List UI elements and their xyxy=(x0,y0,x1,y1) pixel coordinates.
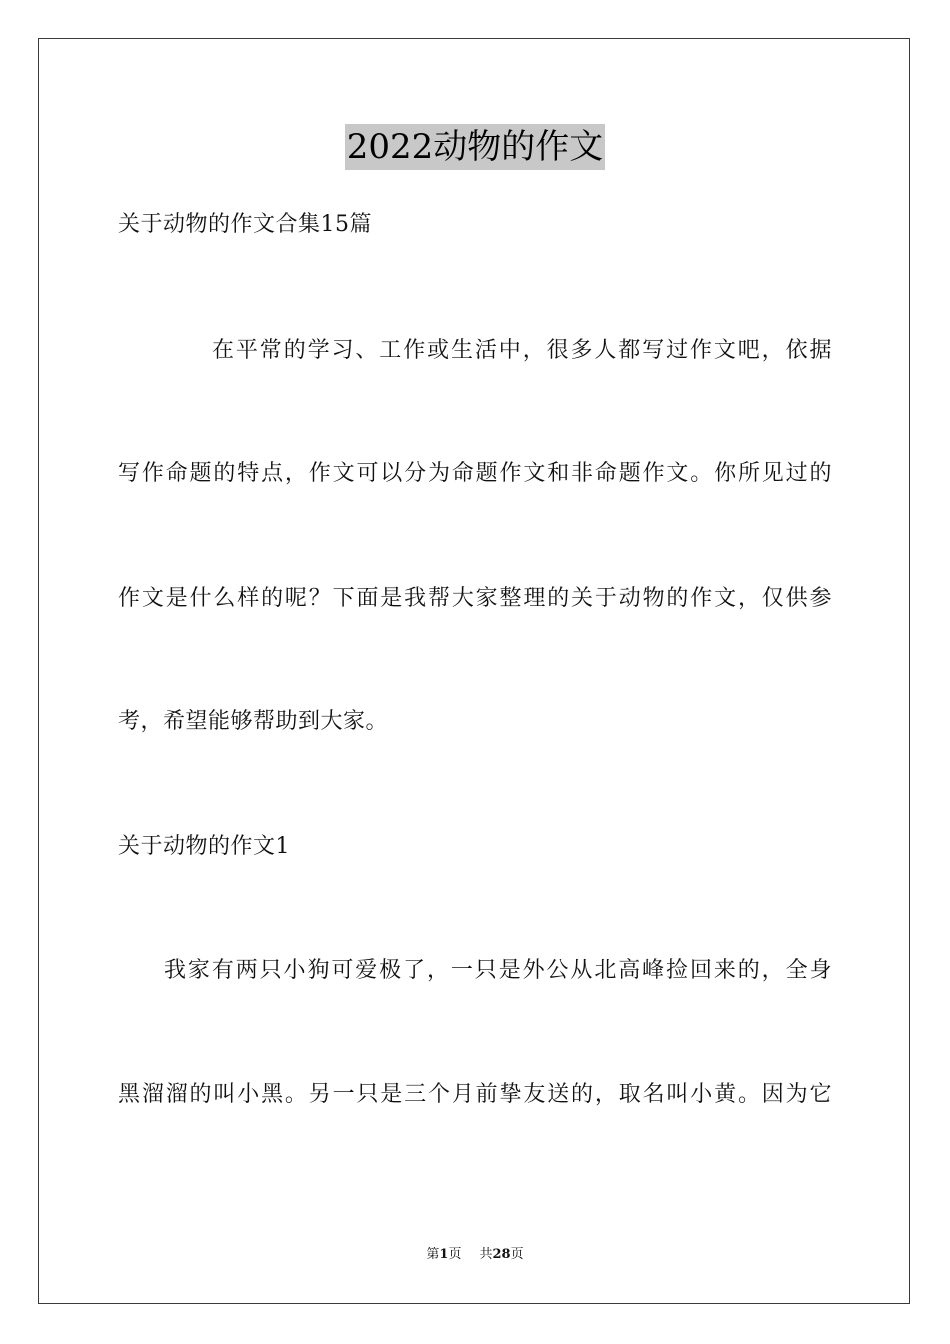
footer-page-total: 28 xyxy=(492,1247,511,1262)
footer-page-mid: 页 xyxy=(448,1247,462,1262)
document-subtitle: 关于动物的作文合集15篇 xyxy=(118,212,372,237)
section-line-1: 我家有两只小狗可爱极了，一只是外公从北高峰捡回来的，全身 xyxy=(164,958,832,983)
intro-line-1: 在平常的学习、工作或生活中，很多人都写过作文吧，依据 xyxy=(212,338,832,363)
footer-page-current: 1 xyxy=(439,1247,449,1262)
page-footer xyxy=(0,1246,950,1264)
footer-page-prefix: 第 xyxy=(426,1247,440,1262)
section-line-2: 黑溜溜的叫小黑。另一只是三个月前挚友送的，取名叫小黄。因为它 xyxy=(118,1082,832,1107)
footer-total-prefix: 共 xyxy=(479,1247,493,1262)
document-title: 2022动物的作文 xyxy=(345,124,606,170)
intro-line-3: 作文是什么样的呢？下面是我帮大家整理的关于动物的作文，仅供参 xyxy=(118,586,832,611)
title-container xyxy=(0,124,950,170)
section-heading: 关于动物的作文1 xyxy=(118,834,290,859)
footer-total-suffix: 页 xyxy=(510,1247,524,1262)
intro-line-2: 写作命题的特点，作文可以分为命题作文和非命题作文。你所见过的 xyxy=(118,461,832,486)
intro-line-4: 考，希望能够帮助到大家。 xyxy=(118,709,389,734)
